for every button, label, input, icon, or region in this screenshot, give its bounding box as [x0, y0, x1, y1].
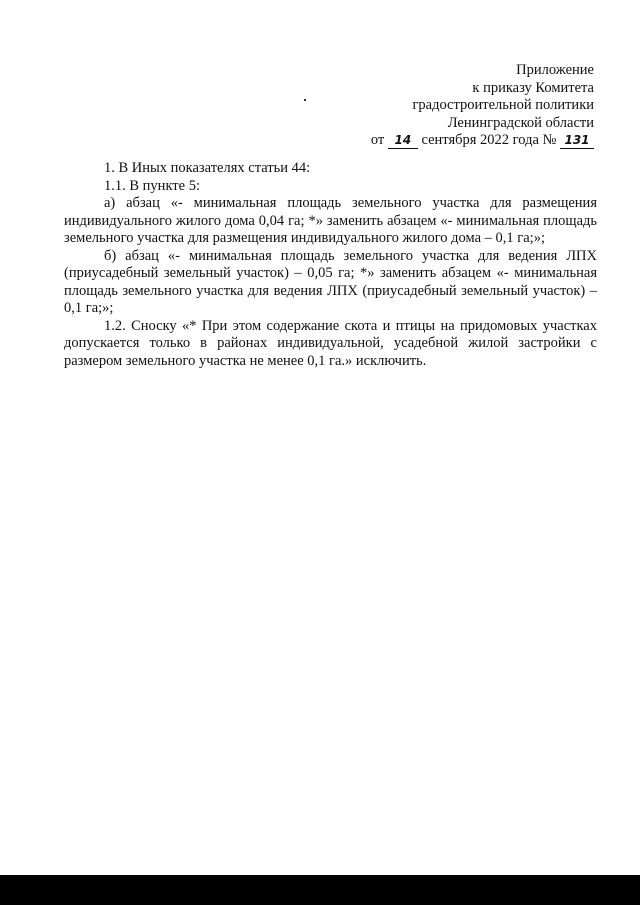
- header-region: Ленинградской области: [447, 114, 594, 131]
- header-date-line: [371, 132, 594, 150]
- document-header: [371, 62, 594, 150]
- handwritten-day: 14: [388, 133, 418, 149]
- date-prefix: от: [370, 132, 385, 148]
- scan-speck: [304, 99, 306, 101]
- paragraph-b: б) абзац «- минимальная площадь земельного участка для ведения ЛПХ (приусадебный земельный участок) – 0,05 га; *» заменить абзацем «- минимальная площадь земельного участка для ведения ЛПХ (приусадебный земельный участок) – 0,1 га;»;: [64, 247, 597, 316]
- header-order-ref: к приказу Комитета: [472, 79, 594, 96]
- scan-bottom-border: [0, 875, 640, 905]
- header-committee: градостроительной политики: [412, 97, 594, 113]
- document-body: [64, 160, 597, 370]
- paragraph-1: 1. В Иных показателях статьи 44:: [104, 160, 311, 176]
- header-appendix: Приложение: [516, 62, 594, 78]
- handwritten-order-number: 131: [560, 133, 594, 149]
- paragraph-a: а) абзац «- минимальная площадь земельного участка для размещения индивидуального жилого дома 0,04 га; *» заменить абзацем «- минимальная площадь земельного участка для размещения индивидуального жилого дома – 0,1 га;»;: [64, 195, 597, 246]
- paragraph-1-1: 1.1. В пункте 5:: [104, 177, 200, 194]
- paragraph-1-2: 1.2. Сноску «* При этом содержание скота и птицы на придомовых участках допускается только в районах индивидуальной, усадебной жилой застройки с размером земельного участка не менее 0,1 га.» исключить.: [64, 317, 597, 369]
- date-middle: сентября 2022 года №: [421, 132, 557, 148]
